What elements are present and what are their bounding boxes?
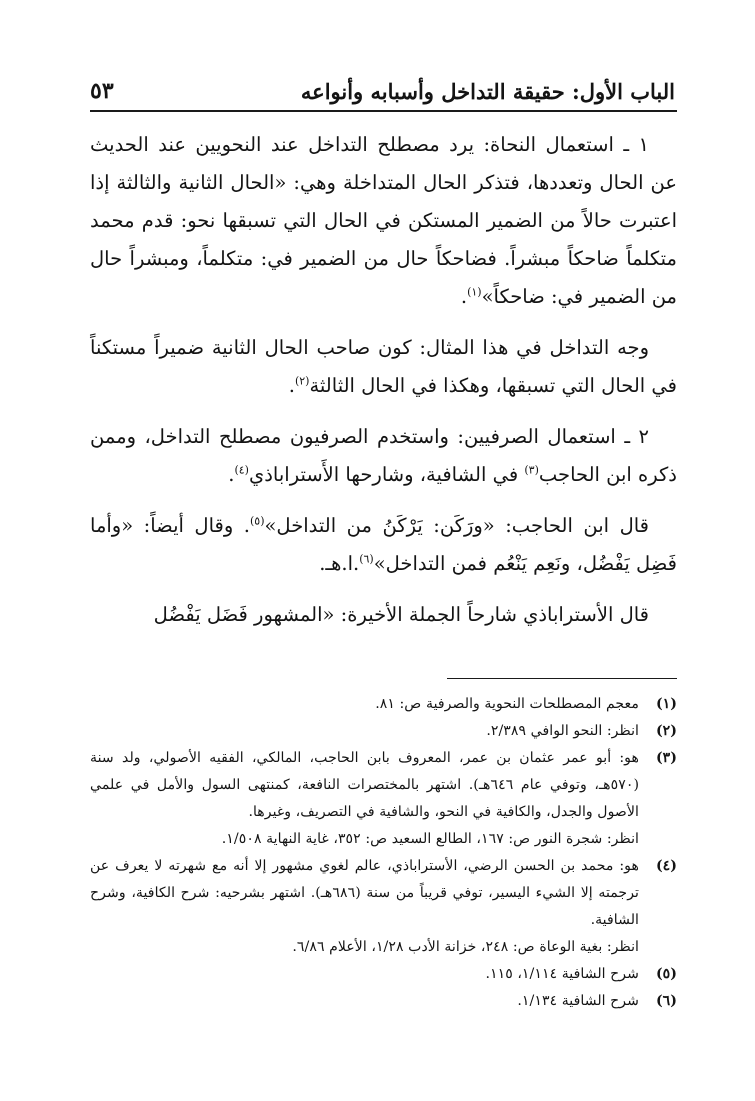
paragraph-ibn-hajib: قال ابن الحاجب: «ورَكَن: يَرْكَنُ من التداخل»$^{(٥)}$. وقال أيضاً: «وأما فَضِل يَفْضُل، ونَعِم يَنْعُم فمن التداخل»$^{(٦)}$.ا.هـ.	[90, 514, 677, 575]
footnote-item	[90, 961, 677, 988]
footnote-number: (٢)	[655, 723, 677, 739]
footnote-text-group	[90, 745, 639, 853]
page-header	[90, 62, 677, 112]
footnote-item	[90, 745, 677, 853]
footnotes	[90, 691, 677, 1015]
footnote-source: انظر: شجرة النور ص: ١٦٧، الطالع السعيد ص: ٣٥٢، غاية النهاية ١/٥٠٨.	[221, 831, 639, 847]
footnote-number: (٦)	[655, 993, 677, 1009]
paragraph-sarf: ٢ ـ استعمال الصرفيين: واستخدم الصرفيون مصطلح التداخل، وممن ذكره ابن الحاجب$^{(٣)}$ في الشافية، وشارحها الأَستراباذي$^{(٤)}$.	[90, 425, 677, 486]
footnote-text: معجم المصطلحات النحوية والصرفية ص: ٨١.	[375, 696, 639, 712]
page-number: ٥٣	[90, 78, 114, 104]
footnote-ref-5[interactable]: (٥)	[249, 514, 265, 528]
footnote-ref-4[interactable]: (٤)	[234, 463, 249, 477]
footnote-text-group	[90, 853, 639, 961]
footnote-item	[90, 691, 677, 718]
footnote-number: (١)	[655, 696, 677, 712]
footnote-separator	[447, 678, 677, 679]
footnote-number: (٥)	[655, 966, 677, 982]
footnote-text: شرح الشافية ١/١١٤، ١١٥.	[485, 966, 639, 982]
paragraph-nahw: ١ ـ استعمال النحاة: يرد مصطلح التداخل عند النحويين عند الحديث عن الحال وتعددها، فتذكر الحال المتداخلة وهي: «الحال الثانية والثالثة إذا اعتبرت حالاً من الضمير المستكن في الحال التي تسبقها نحو: قدم محمد متكلماً ضاحكاً مبشراً. فضاحكاً حال من الضمير في: متكلماً، ومبشراً حال من الضمير في: ضاحكاً»$^{(١)}$.	[90, 133, 677, 308]
paragraph-explanation: وجه التداخل في هذا المثال: كون صاحب الحال الثانية ضميراً مستكناً في الحال التي تسبقها، وهكذا في الحال الثالثة$^{(٢)}$.	[90, 336, 677, 397]
footnote-text: هو: محمد بن الحسن الرضي، الأستراباذي، عالم لغوي مشهور إلا أنه مع شهرته لا يعرف عن ترجمته إلا الشيء اليسير، توفي قريباً من سنة (٦٨٦هـ). اشتهر بشرحيه: شرح الكافية، وشرح الشافية.	[90, 858, 639, 928]
paragraph-astarabadhi: قال الأستراباذي شارحاً الجملة الأخيرة: «المشهور فَضَل يَفْضُل	[153, 603, 649, 626]
running-head: الباب الأول: حقيقة التداخل وأسبابه وأنواعه	[300, 79, 675, 104]
footnote-text: انظر: النحو الوافي ٢/٣٨٩.	[486, 723, 639, 739]
body-text	[90, 126, 677, 634]
footnote-item	[90, 988, 677, 1015]
footnote-ref-3[interactable]: (٣)	[524, 463, 539, 477]
footnote-ref-1[interactable]: (١)	[467, 285, 482, 299]
footnote-number: (٤)	[655, 858, 677, 874]
footnote-ref-2[interactable]: (٢)	[294, 374, 310, 388]
footnote-ref-6[interactable]: (٦)	[359, 552, 374, 566]
footnote-text: هو: أبو عمر عثمان بن عمر، المعروف بابن الحاجب، المالكي، الفقيه الأصولي، ولد سنة (٥٧٠هـ، وتوفي عام ٦٤٦هـ). اشتهر بالمختصرات النافعة، كمنتهى السول والأمل في علمي الأصول والجدل، والكافية في النحو، والشافية في التصريف، وغيرها.	[90, 750, 639, 820]
footnote-item	[90, 853, 677, 961]
footnote-source: انظر: بغية الوعاة ص: ٢٤٨، خزانة الأدب ١/٢٨، الأعلام ٦/٨٦.	[292, 939, 639, 955]
footnote-text: شرح الشافية ١/١٣٤.	[517, 993, 639, 1009]
footnote-item	[90, 718, 677, 745]
footnote-number: (٣)	[655, 750, 677, 766]
